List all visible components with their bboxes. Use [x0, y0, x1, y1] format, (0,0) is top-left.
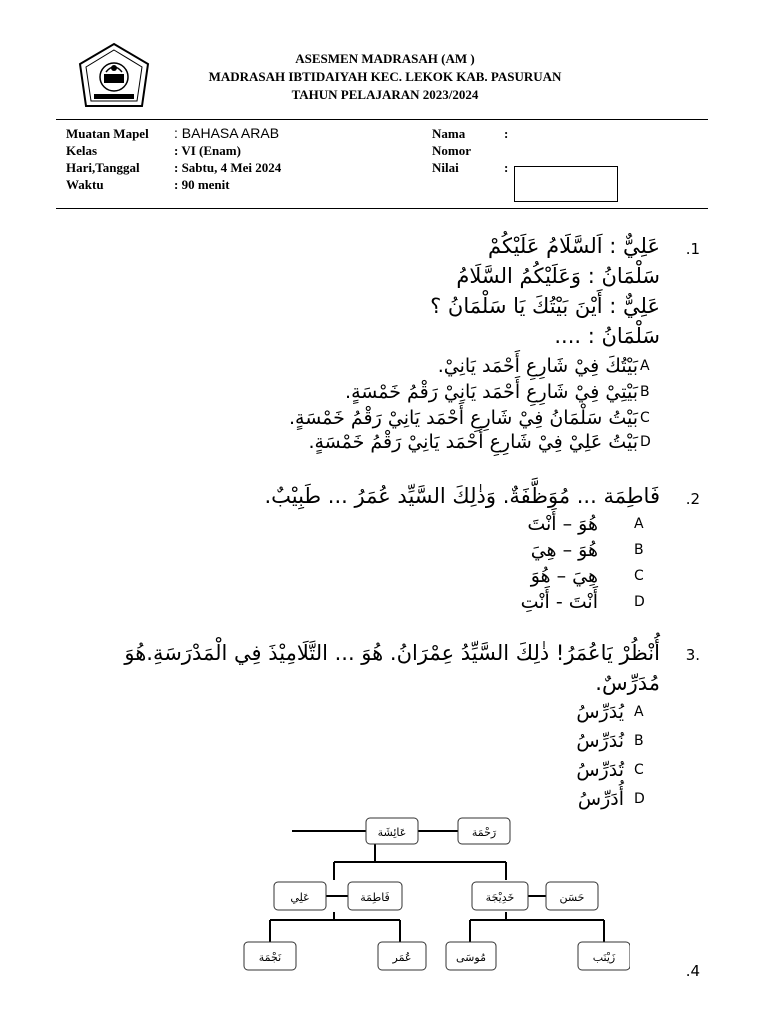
- tree-label-rahmah: رَحْمَة: [471, 826, 497, 839]
- tree-label-aisyah: عَائِشَة: [377, 826, 407, 839]
- q1-dialog-line-3: عَلِيٌّ : أَيْنَ بَيْتُكَ يَا سَلْمَانُ ؟: [430, 294, 660, 318]
- q3-option-d-letter: D: [634, 791, 645, 807]
- q2-option-d[interactable]: أَنْتَ - أَنْتِ: [520, 591, 598, 613]
- q3-option-b-letter: B: [634, 733, 644, 749]
- question-4-number: .4: [685, 962, 700, 980]
- q2-option-d-letter: D: [634, 594, 645, 610]
- info-value-time: : 90 menit: [174, 177, 230, 192]
- tree-label-najmah: نَجْمَة: [258, 951, 282, 964]
- q1-option-b-letter: B: [640, 384, 650, 400]
- header-line-2: MADRASAH IBTIDAIYAH KEC. LEKOK KAB. PASURUAN: [208, 69, 562, 84]
- info-value-subject: : BAHASA ARAB: [174, 125, 280, 141]
- q2-option-b-letter: B: [634, 542, 644, 558]
- tree-label-umar: عُمَر: [392, 951, 412, 964]
- info-value-score: :: [504, 160, 509, 175]
- question-1-number: .1: [685, 240, 700, 258]
- header-rule-bottom: [56, 208, 708, 209]
- q2-option-c[interactable]: هِيَ – هُوَ: [530, 565, 598, 587]
- q2-option-a[interactable]: هُوَ – أَنْتَ: [527, 513, 598, 535]
- tree-label-khadijah: خَدِيْجَة: [485, 891, 515, 904]
- q3-option-a-letter: A: [634, 704, 644, 720]
- info-label-number: Nomor: [432, 143, 471, 158]
- header-line-3: TAHUN PELAJARAN 2023/2024: [291, 87, 479, 102]
- info-label-subject: Muatan Mapel: [66, 126, 149, 141]
- info-label-name: Nama: [432, 126, 466, 141]
- question-2-number: .2: [685, 490, 700, 508]
- tree-label-zainab: زَيْنَب: [592, 951, 616, 964]
- tree-label-musa: مُوسَى: [456, 951, 486, 964]
- info-label-date: Hari,Tanggal: [66, 160, 140, 175]
- q2-text: فَاطِمَة ... مُوَظَّفَةٌ. وَذٰلِكَ السَّيِّد عُمَرُ ... طَبِيْبٌ.: [264, 484, 660, 508]
- question-3-number: 3.: [685, 646, 700, 664]
- family-tree-diagram: [230, 810, 630, 980]
- info-label-score: Nilai: [432, 160, 459, 175]
- info-label-time: Waktu: [66, 177, 104, 192]
- q1-option-c[interactable]: بَيْتُ سَلْمَانُ فِيْ شَارِعِ أَحْمَد يَانِيْ رَقْمُ خَمْسَةٍ.: [288, 407, 638, 429]
- info-value-class: : VI (Enam): [174, 143, 241, 158]
- q3-text: أُنْظُرْ يَاعُمَرُ! ذٰلِكَ السَّيِّدُ عِمْرَانُ. هُوَ ... التَّلَامِيْذَ فِي الْمَدْرَسَةِ.هُوَ مُدَرِّسٌ.: [124, 641, 660, 695]
- madrasah-logo: [76, 42, 152, 118]
- q3-option-c-letter: C: [634, 762, 644, 778]
- q1-option-a-letter: A: [640, 358, 650, 374]
- tree-label-ali: عَلِي: [290, 891, 310, 904]
- q3-option-d[interactable]: أُدَرِّسُ: [577, 788, 624, 810]
- q1-option-b[interactable]: بَيْتِيْ فِيْ شَارِعِ أَحْمَد يَانِيْ رَقْمُ خَمْسَةٍ.: [345, 381, 638, 403]
- header-line-1: ASESMEN MADRASAH (AM ): [295, 51, 475, 66]
- score-box: [514, 166, 618, 202]
- q1-dialog-line-4: سَلْمَانُ : ....: [554, 324, 660, 348]
- q1-dialog-line-2: سَلْمَانُ : وَعَلَيْكُمُ السَّلَامُ: [456, 264, 660, 288]
- q3-option-c[interactable]: تُدَرِّسُ: [576, 759, 624, 781]
- q1-dialog-line-1: عَلِيٌّ : اَلسَّلَامُ عَلَيْكُمْ: [488, 234, 660, 258]
- info-value-date: : Sabtu, 4 Mei 2024: [174, 160, 282, 175]
- header-rule-top: [56, 119, 708, 120]
- q3-option-b[interactable]: نُدَرِّسُ: [576, 730, 624, 752]
- tree-label-hasan: حَسَن: [559, 891, 585, 904]
- info-label-class: Kelas: [66, 143, 98, 158]
- q1-option-d[interactable]: بَيْتُ عَلِيْ فِيْ شَارِعِ أَحْمَد يَانِيْ رَقْمُ خَمْسَةٍ.: [308, 431, 638, 453]
- q1-option-c-letter: C: [640, 410, 650, 426]
- info-value-name: :: [504, 126, 509, 141]
- q1-option-a[interactable]: بَيْتُكَ فِيْ شَارِعِ أَحْمَد يَانِيْ.: [437, 355, 638, 377]
- q2-option-a-letter: A: [634, 516, 644, 532]
- q1-option-d-letter: D: [640, 434, 651, 450]
- q3-option-a[interactable]: يُدَرِّسُ: [576, 701, 624, 723]
- q2-option-c-letter: C: [634, 568, 644, 584]
- tree-label-fatimah: فَاطِمَة: [360, 891, 390, 904]
- q2-option-b[interactable]: هُوَ – هِيَ: [530, 539, 598, 561]
